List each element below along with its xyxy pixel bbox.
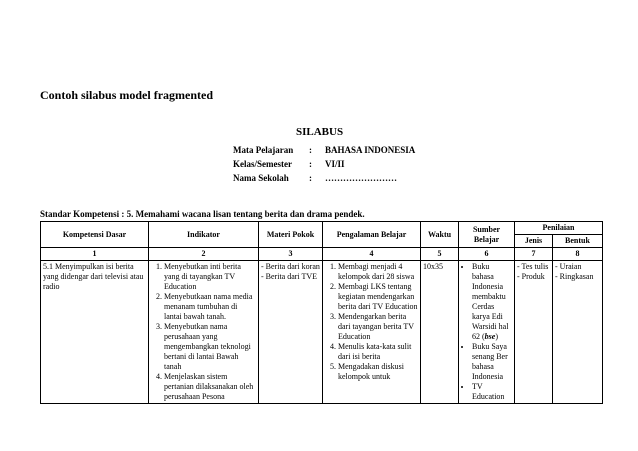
list-item: - Berita dari TVE: [261, 272, 320, 282]
column-number: 4: [323, 248, 421, 261]
list-item: - Produk: [517, 272, 550, 282]
meta-key: Kelas/Semester: [233, 159, 292, 169]
list-item: 4. Menjelaskan sistem pertanian dilaksanakan oleh perusahaan Pesona: [164, 372, 256, 402]
meta-value: VI/II: [325, 159, 345, 169]
standar-kompetensi: Standar Kompetensi : 5. Memahami wacana lisan tentang berita dan drama pendek.: [40, 209, 365, 219]
header-penilaian: Penilaian: [515, 222, 603, 235]
sumber-emphasis: bse: [484, 332, 496, 341]
cell-indikator: [149, 261, 259, 404]
silabus-title: SILABUS: [296, 126, 344, 138]
header-jenis: Jenis: [515, 235, 553, 248]
cell-waktu: 10x35: [421, 261, 459, 404]
list-item: - Tes tulis: [517, 262, 550, 272]
list-item: 2. Menyebutkaan nama media menanam tumbuhan di lantai bawah tanah.: [164, 292, 256, 322]
silabus-table: [40, 221, 603, 404]
list-item: [472, 262, 512, 342]
list-item: 2. Membagi LKS tentang kegiatan mendengarkan berita dari TV Education: [338, 282, 418, 312]
cell-pengalaman-belajar: [323, 261, 421, 404]
cell-materi-pokok: [259, 261, 323, 404]
list-item: - Ringkasan: [555, 272, 600, 282]
meta-colon: :: [309, 145, 312, 155]
list-item: - Uraian: [555, 262, 600, 272]
list-item: 3. Mendengarkan berita dari tayangan berita TV Education: [338, 312, 418, 342]
cell-bentuk: [553, 261, 603, 404]
list-item: [472, 342, 512, 382]
column-number: 2: [149, 248, 259, 261]
meta-nama-sekolah: [233, 173, 397, 183]
list-item: 5. Mengadakan diskusi kelompok untuk: [338, 362, 418, 382]
table-header-row: [41, 222, 603, 235]
column-number: 8: [553, 248, 603, 261]
sumber-after: ): [495, 332, 499, 341]
meta-key: Mata Pelajaran: [233, 145, 294, 155]
meta-key: Nama Sekolah: [233, 173, 289, 183]
header-indikator: Indikator: [149, 222, 259, 248]
sumber-text: Buku bahasa Indonesia membaktu Cerdas karya Edi Warsidi hal 62 (: [472, 262, 509, 341]
list-item: 1. Membagi menjadi 4 kelompok dari 28 siswa: [338, 262, 418, 282]
meta-value: ……………………: [325, 173, 397, 183]
list-item: - Berita dari koran: [261, 262, 320, 272]
table-row: [41, 261, 603, 404]
list-item: 3. Menyebutkan nama perusahaan yang mengembangkan teknologi bertani di lantai Bawah tanah: [164, 322, 256, 372]
meta-mata-pelajaran: [233, 145, 415, 155]
page-heading: Contoh silabus model fragmented: [40, 88, 214, 102]
list-item: 4. Menulis kata-kata sulit dari isi berita: [338, 342, 418, 362]
column-number: 1: [41, 248, 149, 261]
column-number: 7: [515, 248, 553, 261]
column-number: 6: [459, 248, 515, 261]
header-kompetensi-dasar: Kompetensi Dasar: [41, 222, 149, 248]
header-pengalaman-belajar: Pengalaman Belajar: [323, 222, 421, 248]
column-number: 5: [421, 248, 459, 261]
list-item: 1. Menyebutkan inti berita yang di tayangkan TV Education: [164, 262, 256, 292]
header-waktu: Waktu: [421, 222, 459, 248]
cell-kompetensi-dasar: 5.1 Menyimpulkan isi berita yang didengar dari televisi atau radio: [41, 261, 149, 404]
sumber-text: TV Education: [472, 382, 505, 401]
meta-colon: :: [309, 173, 312, 183]
header-materi-pokok: Materi Pokok: [259, 222, 323, 248]
meta-colon: :: [309, 159, 312, 169]
cell-sumber-belajar: [459, 261, 515, 404]
sumber-text: Buku Saya senang Ber bahasa Indonesia: [472, 342, 508, 381]
meta-value: BAHASA INDONESIA: [325, 145, 416, 155]
header-bentuk: Bentuk: [553, 235, 603, 248]
list-item: [472, 382, 512, 402]
column-number: 3: [259, 248, 323, 261]
table-number-row: [41, 248, 603, 261]
cell-jenis: [515, 261, 553, 404]
meta-kelas-semester: [233, 159, 345, 169]
header-sumber-belajar: Sumber Belajar: [459, 222, 515, 248]
